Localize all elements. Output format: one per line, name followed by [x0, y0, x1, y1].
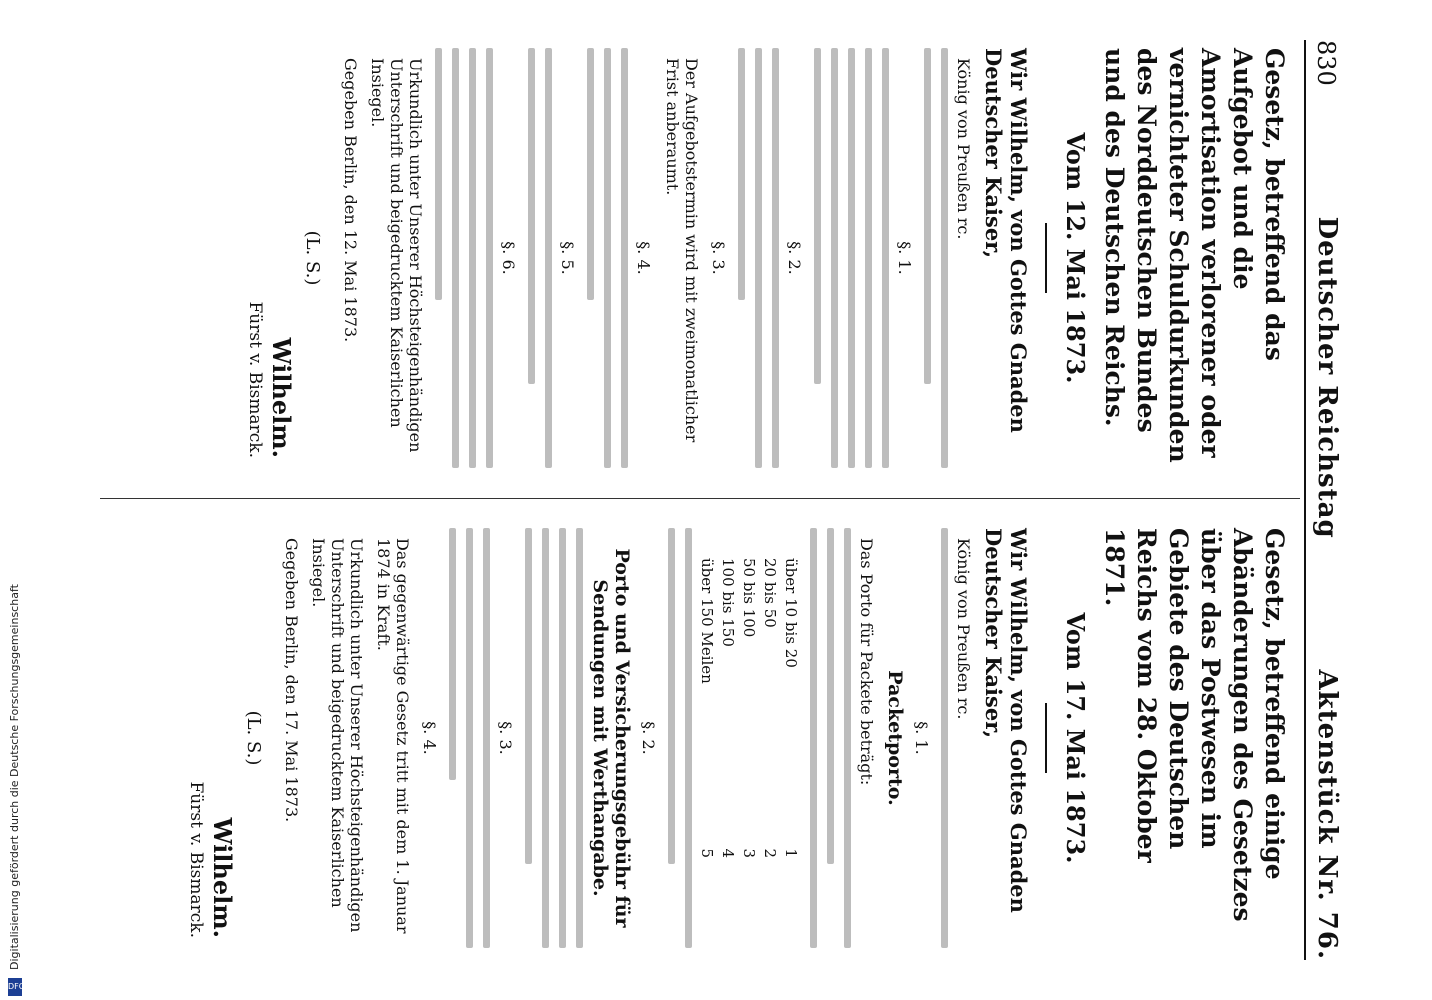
- signature: Wilhelm.: [208, 817, 237, 938]
- illegible-text-line: [755, 48, 762, 468]
- illegible-text-line: [941, 48, 948, 468]
- left-intro-2: König von Preußen rc.: [954, 58, 973, 240]
- illegible-text-line: [525, 528, 532, 864]
- document-label: Aktenstück Nr. 76.: [1312, 669, 1342, 960]
- illegible-text-line: [576, 528, 583, 948]
- illegible-text-line: [604, 48, 611, 468]
- illegible-text-line: [587, 48, 594, 300]
- section-heading: §. 5.: [558, 241, 577, 275]
- illegible-text-line: [924, 48, 931, 384]
- illegible-text-line: [685, 528, 692, 948]
- section-subtitle: Porto und Versicherungsgebühr für Sendungen mit Werthangabe.: [589, 548, 633, 928]
- section-subtitle: Packetporto.: [884, 670, 906, 806]
- table-row: 20 bis 50 2: [761, 558, 779, 858]
- right-column: [186, 528, 1290, 948]
- illegible-text-line: [449, 528, 456, 780]
- right-intro: Wir Wilhelm, von Gottes Gnaden Deutscher Kaiser,: [981, 528, 1031, 913]
- illegible-text-line: [668, 528, 675, 864]
- right-given: Gegeben Berlin, den 17. Mai 1873.: [282, 538, 301, 823]
- dfg-logo-icon: DFG: [8, 978, 22, 996]
- illegible-text-line: [827, 528, 834, 864]
- title-rule: [1045, 703, 1047, 773]
- right-para-1: Das Porto für Packete beträgt:: [857, 538, 876, 786]
- right-law-date: Vom 17. Mai 1873.: [1061, 612, 1090, 864]
- left-section-3-text: Der Aufgebotstermin wird mit zweimonatlicher Frist anberaumt.: [663, 58, 701, 443]
- digitization-attribution: [8, 584, 25, 991]
- illegible-text-line: [865, 48, 872, 468]
- illegible-text-line: [469, 48, 476, 468]
- illegible-text-line: [738, 48, 745, 300]
- section-heading: §. 3.: [496, 721, 515, 755]
- illegible-text-line: [814, 48, 821, 384]
- section-heading: §. 1.: [912, 721, 931, 755]
- page-header: [1304, 40, 1352, 960]
- seal-mark: (L. S.): [243, 710, 264, 766]
- column-divider: [100, 498, 1300, 499]
- illegible-text-line: [542, 528, 549, 948]
- table-row: über 10 bis 20 1: [782, 558, 800, 858]
- illegible-text-line: [466, 528, 473, 948]
- illegible-text-line: [452, 48, 459, 468]
- left-closing: Urkundlich unter Unserer Höchsteigenhändigen Unterschrift und beigedrucktem Kaiserlichen Insiegel.: [368, 58, 425, 453]
- section-heading: §. 6.: [499, 241, 518, 275]
- illegible-text-line: [941, 528, 948, 948]
- page-number: 830: [1312, 40, 1340, 86]
- countersignature: Fürst v. Bismarck.: [186, 781, 206, 938]
- paper-title: Deutscher Reichstag: [1312, 216, 1342, 539]
- section-heading: §. 3.: [709, 241, 728, 275]
- section-heading: §. 4.: [634, 241, 653, 275]
- right-section-4-text: Das gegenwärtige Gesetz tritt mit dem 1. Januar 1874 in Kraft.: [374, 538, 412, 934]
- illegible-text-line: [545, 48, 552, 468]
- left-law-title: Gesetz, betreffend das Aufgebot und die Amortisation verlorener oder vernichteter Schuldurkunden des Norddeutschen Bundes und des Deutschen Reichs.: [1100, 48, 1289, 463]
- table-row: über 150 Meilen 5: [698, 558, 716, 858]
- illegible-text-line: [810, 528, 817, 948]
- left-given: Gegeben Berlin, den 12. Mai 1873.: [341, 58, 360, 343]
- left-law-date: Vom 12. Mai 1873.: [1061, 132, 1090, 384]
- section-heading: §. 4.: [420, 721, 439, 755]
- section-heading: §. 2.: [785, 241, 804, 275]
- illegible-text-line: [772, 48, 779, 468]
- left-column: [245, 48, 1290, 468]
- newspaper-page: [40, 20, 1370, 980]
- right-closing: Urkundlich unter Unserer Höchsteigenhändigen Unterschrift und beigedrucktem Kaiserlichen Insiegel.: [309, 538, 366, 933]
- illegible-text-line: [435, 48, 442, 300]
- illegible-text-line: [844, 528, 851, 948]
- table-row: 100 bis 150 4: [719, 558, 737, 858]
- left-intro: Wir Wilhelm, von Gottes Gnaden Deutscher Kaiser,: [981, 48, 1031, 433]
- illegible-text-line: [848, 48, 855, 468]
- illegible-text-line: [831, 48, 838, 468]
- section-heading: §. 1.: [895, 241, 914, 275]
- right-intro-2: König von Preußen rc.: [954, 538, 973, 720]
- illegible-text-line: [528, 48, 535, 384]
- illegible-text-line: [486, 48, 493, 468]
- title-rule: [1045, 223, 1047, 293]
- signature: Wilhelm.: [267, 337, 296, 458]
- seal-mark: (L. S.): [302, 230, 323, 286]
- porto-table: [698, 558, 800, 948]
- illegible-text-line: [882, 48, 889, 468]
- illegible-text-line: [559, 528, 566, 948]
- illegible-text-line: [621, 48, 628, 468]
- illegible-text-line: [483, 528, 490, 948]
- table-row: 50 bis 100 3: [740, 558, 758, 858]
- right-law-title: Gesetz, betreffend einige Abänderungen des Gesetzes über das Postwesen im Gebiete des Deutschen Reichs vom 28. Oktober 1871.: [1100, 528, 1289, 922]
- section-heading: §. 2.: [639, 721, 658, 755]
- countersignature: Fürst v. Bismarck.: [245, 301, 265, 458]
- attribution-text: Digitalisierung gefördert durch die Deutsche Forschungsgemeinschaft: [8, 584, 21, 970]
